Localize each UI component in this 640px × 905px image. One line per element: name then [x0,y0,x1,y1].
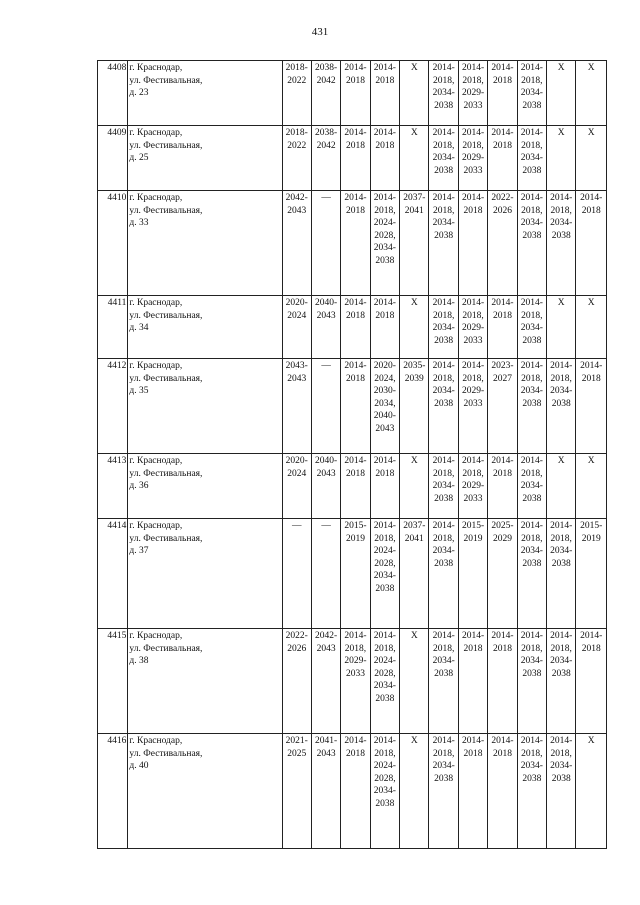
period-cell: 2042- 2043 [311,629,340,734]
period-cell: 2020- 2024, 2030- 2034, 2040- 2043 [370,359,399,454]
period-cell: 2037- 2041 [400,191,429,296]
period-cell: 2014- 2018, 2024- 2028, 2034- 2038 [370,629,399,734]
period-cell: 2014- 2018 [576,191,607,296]
period-cell: 2020- 2024 [282,454,311,519]
period-cell: 2042- 2043 [282,191,311,296]
period-cell: 2014- 2018 [341,126,370,191]
period-cell: 2025- 2029 [488,519,517,629]
period-cell: X [400,629,429,734]
address-cell: г. Краснодар, ул. Фестивальная, д. 38 [128,629,282,734]
registry-body [98,61,607,849]
period-cell: 2014- 2018, 2034- 2038 [547,519,576,629]
period-cell: 2014- 2018, 2034- 2038 [517,734,546,849]
period-cell: 2014- 2018, 2034- 2038 [547,734,576,849]
period-cell: 2014- 2018 [370,61,399,126]
period-cell: 2014- 2018 [458,629,487,734]
address-cell: г. Краснодар, ул. Фестивальная, д. 25 [128,126,282,191]
period-cell: 2037- 2041 [400,519,429,629]
period-cell: 2022- 2026 [282,629,311,734]
period-cell: 2014- 2018, 2034- 2038 [429,519,458,629]
period-cell: X [547,296,576,359]
row-number: 4416 [98,734,128,849]
period-cell: 2015- 2019 [341,519,370,629]
period-cell: X [576,454,607,519]
period-cell: 2014- 2018 [576,629,607,734]
period-cell: — [282,519,311,629]
period-cell: 2014- 2018 [370,126,399,191]
row-number: 4411 [98,296,128,359]
period-cell: 2014- 2018 [341,61,370,126]
page-number: 431 [311,26,329,38]
period-cell: 2014- 2018 [370,454,399,519]
period-cell: 2018- 2022 [282,61,311,126]
period-cell: X [400,126,429,191]
period-cell: 2038- 2042 [311,61,340,126]
period-cell: 2018- 2022 [282,126,311,191]
period-cell: 2014- 2018 [341,296,370,359]
row-number: 4414 [98,519,128,629]
period-cell: 2014- 2018, 2034- 2038 [429,61,458,126]
period-cell: 2014- 2018, 2029- 2033 [341,629,370,734]
period-cell: 2038- 2042 [311,126,340,191]
table-row [98,629,607,734]
period-cell: 2014- 2018, 2034- 2038 [429,734,458,849]
period-cell: 2014- 2018, 2029- 2033 [458,296,487,359]
period-cell: 2014- 2018 [341,454,370,519]
period-cell: 2014- 2018 [488,296,517,359]
period-cell: X [400,61,429,126]
table-row [98,454,607,519]
period-cell: 2014- 2018, 2034- 2038 [429,359,458,454]
row-number: 4408 [98,61,128,126]
period-cell: 2014- 2018 [488,454,517,519]
period-cell: 2014- 2018 [576,359,607,454]
period-cell: X [400,296,429,359]
period-cell: 2014- 2018, 2034- 2038 [429,191,458,296]
period-cell: 2014- 2018, 2024- 2028, 2034- 2038 [370,734,399,849]
period-cell: 2014- 2018, 2034- 2038 [517,359,546,454]
row-number: 4412 [98,359,128,454]
table-row [98,61,607,126]
period-cell: X [576,61,607,126]
period-cell: 2014- 2018, 2034- 2038 [429,629,458,734]
table-row [98,519,607,629]
period-cell: 2014- 2018, 2034- 2038 [517,61,546,126]
period-cell: 2014- 2018, 2034- 2038 [517,296,546,359]
period-cell: 2014- 2018 [488,61,517,126]
address-cell: г. Краснодар, ул. Фестивальная, д. 23 [128,61,282,126]
period-cell: 2014- 2018 [370,296,399,359]
period-cell: 2040- 2043 [311,296,340,359]
period-cell: 2014- 2018, 2024- 2028, 2034- 2038 [370,191,399,296]
table-row [98,734,607,849]
period-cell: 2014- 2018 [488,734,517,849]
period-cell: 2014- 2018 [341,191,370,296]
period-cell: 2014- 2018 [341,359,370,454]
period-cell: 2014- 2018, 2029- 2033 [458,126,487,191]
address-cell: г. Краснодар, ул. Фестивальная, д. 33 [128,191,282,296]
period-cell: 2035- 2039 [400,359,429,454]
period-cell: X [576,296,607,359]
address-cell: г. Краснодар, ул. Фестивальная, д. 35 [128,359,282,454]
period-cell: 2014- 2018, 2034- 2038 [547,359,576,454]
period-cell: 2041- 2043 [311,734,340,849]
period-cell: 2015- 2019 [458,519,487,629]
period-cell: 2022- 2026 [488,191,517,296]
period-cell: 2014- 2018, 2034- 2038 [517,191,546,296]
period-cell: 2014- 2018, 2034- 2038 [429,296,458,359]
period-cell: 2014- 2018, 2034- 2038 [517,629,546,734]
housing-registry-table [97,60,607,849]
period-cell: X [576,734,607,849]
period-cell: — [311,191,340,296]
period-cell: X [547,61,576,126]
table-row [98,126,607,191]
period-cell: 2014- 2018, 2029- 2033 [458,454,487,519]
period-cell: X [400,734,429,849]
period-cell: 2014- 2018 [488,629,517,734]
period-cell: — [311,519,340,629]
period-cell: 2014- 2018, 2034- 2038 [517,454,546,519]
table-row [98,191,607,296]
period-cell: X [576,126,607,191]
period-cell: 2014- 2018, 2034- 2038 [517,519,546,629]
period-cell: 2014- 2018 [488,126,517,191]
row-number: 4409 [98,126,128,191]
period-cell: 2020- 2024 [282,296,311,359]
row-number: 4413 [98,454,128,519]
period-cell: 2021- 2025 [282,734,311,849]
table-row [98,296,607,359]
period-cell: 2015- 2019 [576,519,607,629]
period-cell: 2014- 2018 [458,191,487,296]
period-cell: 2014- 2018, 2034- 2038 [429,454,458,519]
table-row [98,359,607,454]
period-cell: 2014- 2018, 2029- 2033 [458,61,487,126]
address-cell: г. Краснодар, ул. Фестивальная, д. 40 [128,734,282,849]
period-cell: 2040- 2043 [311,454,340,519]
row-number: 4410 [98,191,128,296]
row-number: 4415 [98,629,128,734]
period-cell: — [311,359,340,454]
period-cell: 2014- 2018, 2034- 2038 [517,126,546,191]
period-cell: 2043- 2043 [282,359,311,454]
period-cell: 2014- 2018, 2029- 2033 [458,359,487,454]
period-cell: 2014- 2018, 2034- 2038 [547,191,576,296]
address-cell: г. Краснодар, ул. Фестивальная, д. 37 [128,519,282,629]
period-cell: X [547,454,576,519]
period-cell: 2014- 2018, 2024- 2028, 2034- 2038 [370,519,399,629]
period-cell: 2014- 2018 [458,734,487,849]
period-cell: X [547,126,576,191]
address-cell: г. Краснодар, ул. Фестивальная, д. 36 [128,454,282,519]
period-cell: 2014- 2018, 2034- 2038 [547,629,576,734]
period-cell: 2014- 2018 [341,734,370,849]
period-cell: 2014- 2018, 2034- 2038 [429,126,458,191]
period-cell: 2023- 2027 [488,359,517,454]
address-cell: г. Краснодар, ул. Фестивальная, д. 34 [128,296,282,359]
period-cell: X [400,454,429,519]
